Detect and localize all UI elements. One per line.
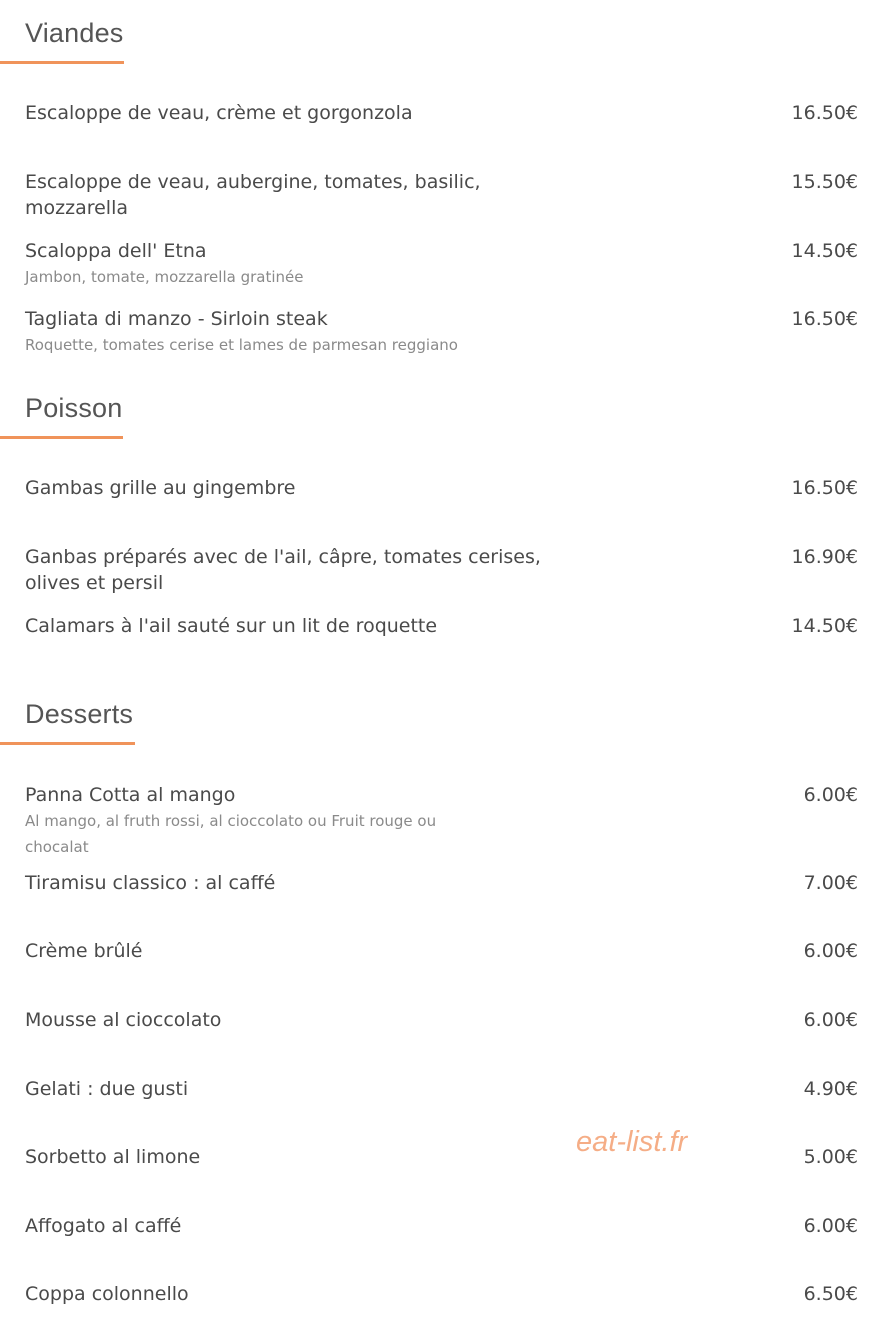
item-name: Scaloppa dell' Etna: [25, 240, 207, 262]
section-title-poisson: Poisson: [25, 393, 123, 423]
menu-item: [25, 1281, 858, 1307]
section-title-desserts: Desserts: [25, 699, 134, 729]
menu-item: [25, 1213, 858, 1239]
item-price: 6.00€: [803, 940, 858, 962]
menu-item: [25, 938, 858, 964]
item-name: Calamars à l'ail sauté sur un lit de roquette: [25, 615, 438, 637]
watermark: eat-list.fr: [576, 1126, 688, 1158]
item-price: 16.50€: [791, 102, 858, 124]
item-price: 5.00€: [803, 1146, 858, 1168]
item-name: Gelati : due gusti: [25, 1078, 189, 1100]
item-name: Tagliata di manzo - Sirloin steak: [25, 308, 328, 330]
item-price: 16.90€: [791, 546, 858, 568]
item-price: 16.50€: [791, 308, 858, 330]
menu-item: [25, 613, 858, 639]
item-price: 15.50€: [791, 171, 858, 193]
item-price: 6.00€: [803, 1009, 858, 1031]
item-description: Jambon, tomate, mozzarella gratinée: [25, 268, 304, 286]
section-underline: [0, 742, 135, 745]
item-price: 7.00€: [803, 872, 858, 894]
menu-item: [25, 544, 858, 596]
item-description: Al mango, al fruth rossi, al cioccolato ou Fruit rouge ou chocalat: [25, 812, 437, 856]
item-description: Roquette, tomates cerise et lames de parmesan reggiano: [25, 336, 458, 354]
menu-item: [25, 306, 858, 358]
item-name: Crème brûlé: [25, 940, 143, 962]
menu-item: [25, 782, 858, 860]
item-name: Ganbas préparés avec de l'ail, câpre, tomates cerises, olives et persil: [25, 546, 541, 594]
item-price: 6.50€: [803, 1283, 858, 1305]
item-name: Mousse al cioccolato: [25, 1009, 222, 1031]
item-price: 6.00€: [803, 784, 858, 806]
section-underline: [0, 436, 123, 439]
menu-item: [25, 238, 858, 290]
menu-item: [25, 870, 858, 896]
item-price: 14.50€: [791, 615, 858, 637]
menu-item: [25, 100, 858, 126]
menu-item: [25, 1144, 858, 1170]
item-name: Coppa colonnello: [25, 1283, 189, 1305]
menu-item: [25, 475, 858, 501]
item-name: Gambas grille au gingembre: [25, 477, 296, 499]
item-price: 16.50€: [791, 477, 858, 499]
item-name: Sorbetto al limone: [25, 1146, 201, 1168]
item-name: Panna Cotta al mango: [25, 784, 236, 806]
item-price: 4.90€: [803, 1078, 858, 1100]
item-name: Escaloppe de veau, aubergine, tomates, basilic, mozzarella: [25, 171, 481, 219]
item-name: Affogato al caffé: [25, 1215, 182, 1237]
menu-item: [25, 1076, 858, 1102]
section-title-viandes: Viandes: [25, 18, 124, 48]
item-name: Escaloppe de veau, crème et gorgonzola: [25, 102, 413, 124]
item-price: 6.00€: [803, 1215, 858, 1237]
item-name: Tiramisu classico : al caffé: [25, 872, 276, 894]
item-price: 14.50€: [791, 240, 858, 262]
section-underline: [0, 61, 124, 64]
menu-item: [25, 169, 858, 221]
menu-item: [25, 1007, 858, 1033]
